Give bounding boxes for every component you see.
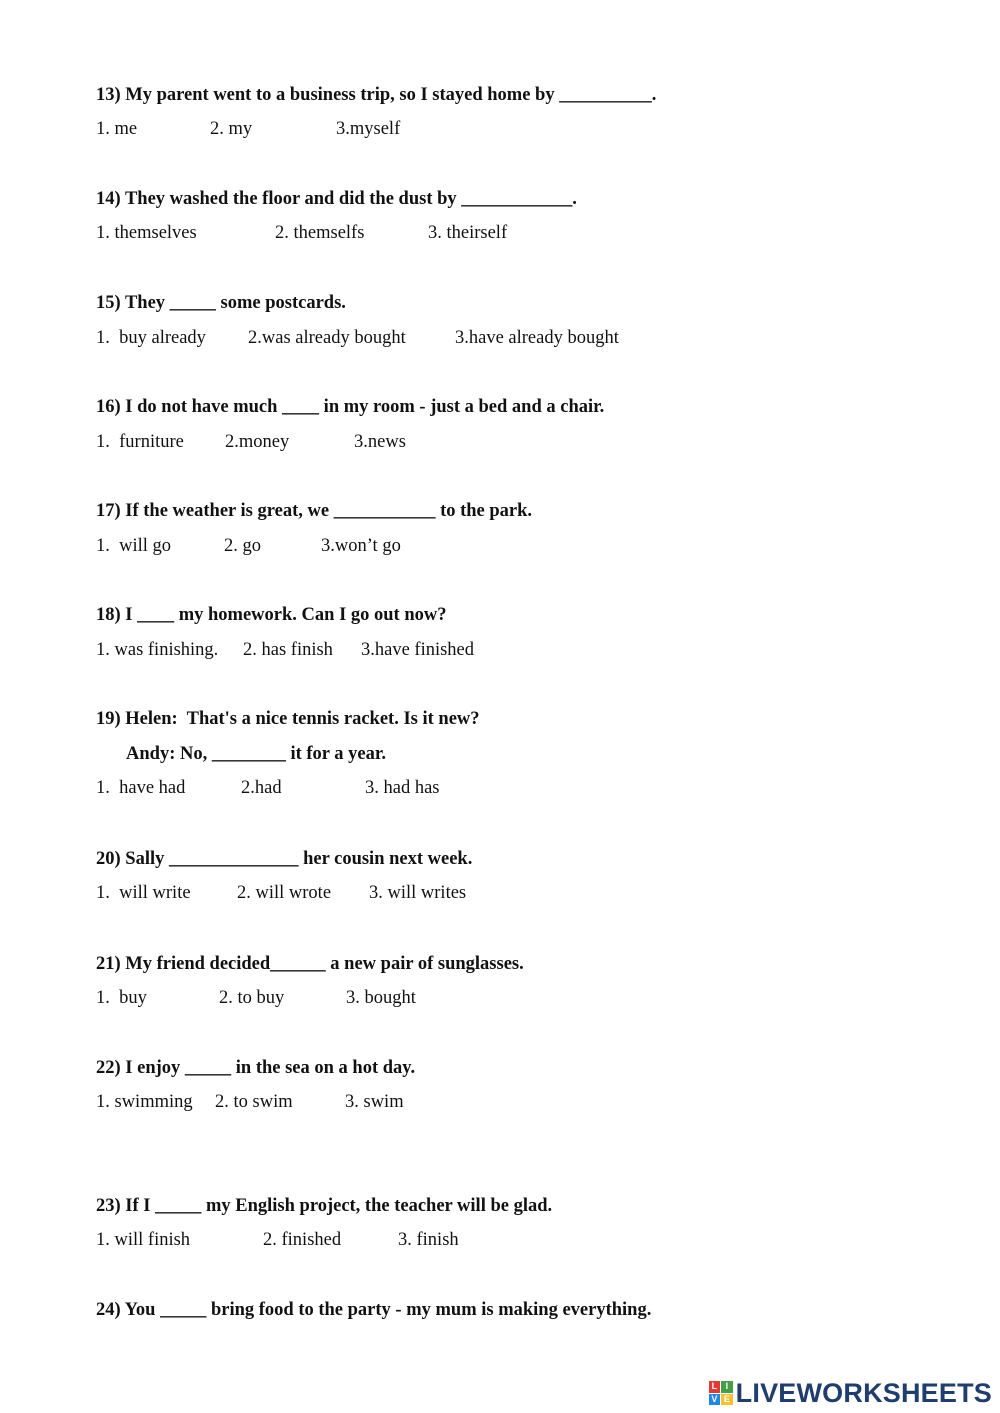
logo-letter-l: L (709, 1381, 721, 1393)
liveworksheets-logo[interactable] (709, 1377, 992, 1409)
question-24-text: 24) You _____ bring food to the party - my mum is making everything. (96, 1300, 652, 1320)
question-19-option-1[interactable]: 1. have had (96, 778, 186, 798)
question-21-option-3[interactable]: 3. bought (346, 988, 416, 1008)
question-20-option-3[interactable]: 3. will writes (369, 883, 467, 903)
question-15-option-2[interactable]: 2.was already bought (248, 328, 406, 348)
logo-letter-e: E (721, 1394, 733, 1406)
question-22-option-2[interactable]: 2. to swim (215, 1092, 293, 1112)
question-18-option-3[interactable]: 3.have finished (361, 640, 475, 660)
question-21-text: 21) My friend decided______ a new pair of sunglasses. (96, 954, 524, 974)
question-13-option-3[interactable]: 3.myself (336, 119, 401, 139)
question-22-text: 22) I enjoy _____ in the sea on a hot day. (96, 1058, 416, 1078)
question-16-text: 16) I do not have much ____ in my room - just a bed and a chair. (96, 397, 605, 417)
question-23-text: 23) If I _____ my English project, the teacher will be glad. (96, 1196, 553, 1216)
question-18-option-2[interactable]: 2. has finish (243, 640, 333, 660)
liveworksheets-logo-icon (709, 1381, 733, 1405)
question-17-text: 17) If the weather is great, we ___________ to the park. (96, 501, 533, 521)
question-14-option-2[interactable]: 2. themselfs (275, 223, 365, 243)
logo-letter-i: I (721, 1381, 733, 1393)
question-21-option-1[interactable]: 1. buy (96, 988, 147, 1008)
question-13-option-2[interactable]: 2. my (210, 119, 253, 139)
question-18-option-1[interactable]: 1. was finishing. (96, 640, 219, 660)
question-17-option-3[interactable]: 3.won’t go (321, 536, 401, 556)
question-15-option-1[interactable]: 1. buy already (96, 328, 206, 348)
question-20-option-2[interactable]: 2. will wrote (237, 883, 332, 903)
question-19-option-2[interactable]: 2.had (241, 778, 282, 798)
question-15-text: 15) They _____ some postcards. (96, 293, 346, 313)
question-18-text: 18) I ____ my homework. Can I go out now? (96, 605, 447, 625)
question-20-option-1[interactable]: 1. will write (96, 883, 191, 903)
question-14-option-3[interactable]: 3. theirself (428, 223, 508, 243)
question-14-text: 14) They washed the floor and did the dust by ____________. (96, 189, 577, 209)
question-20-text: 20) Sally ______________ her cousin next week. (96, 849, 473, 869)
question-19-text: 19) Helen: That's a nice tennis racket. Is it new? (96, 709, 480, 729)
question-23-option-2[interactable]: 2. finished (263, 1230, 342, 1250)
question-14-option-1[interactable]: 1. themselves (96, 223, 197, 243)
question-23-option-3[interactable]: 3. finish (398, 1230, 459, 1250)
question-21-option-2[interactable]: 2. to buy (219, 988, 285, 1008)
question-17-option-1[interactable]: 1. will go (96, 536, 172, 556)
question-19-option-3[interactable]: 3. had has (365, 778, 440, 798)
question-22-option-3[interactable]: 3. swim (345, 1092, 404, 1112)
question-16-option-1[interactable]: 1. furniture (96, 432, 184, 452)
question-15-option-3[interactable]: 3.have already bought (455, 328, 619, 348)
logo-letter-v: V (709, 1394, 721, 1406)
question-22-options (96, 1091, 404, 1179)
question-16-option-2[interactable]: 2.money (225, 432, 290, 452)
question-23-option-1[interactable]: 1. will finish (96, 1230, 191, 1250)
question-16-option-3[interactable]: 3.news (354, 432, 406, 452)
question-13-option-1[interactable]: 1. me (96, 119, 138, 139)
question-17-option-2[interactable]: 2. go (224, 536, 261, 556)
question-19-text-line-2: Andy: No, ________ it for a year. (126, 744, 387, 764)
question-13-text: 13) My parent went to a business trip, so I stayed home by __________. (96, 85, 657, 105)
question-22-option-1[interactable]: 1. swimming (96, 1092, 193, 1112)
liveworksheets-wordmark: LIVEWORKSHEETS (735, 1377, 992, 1408)
